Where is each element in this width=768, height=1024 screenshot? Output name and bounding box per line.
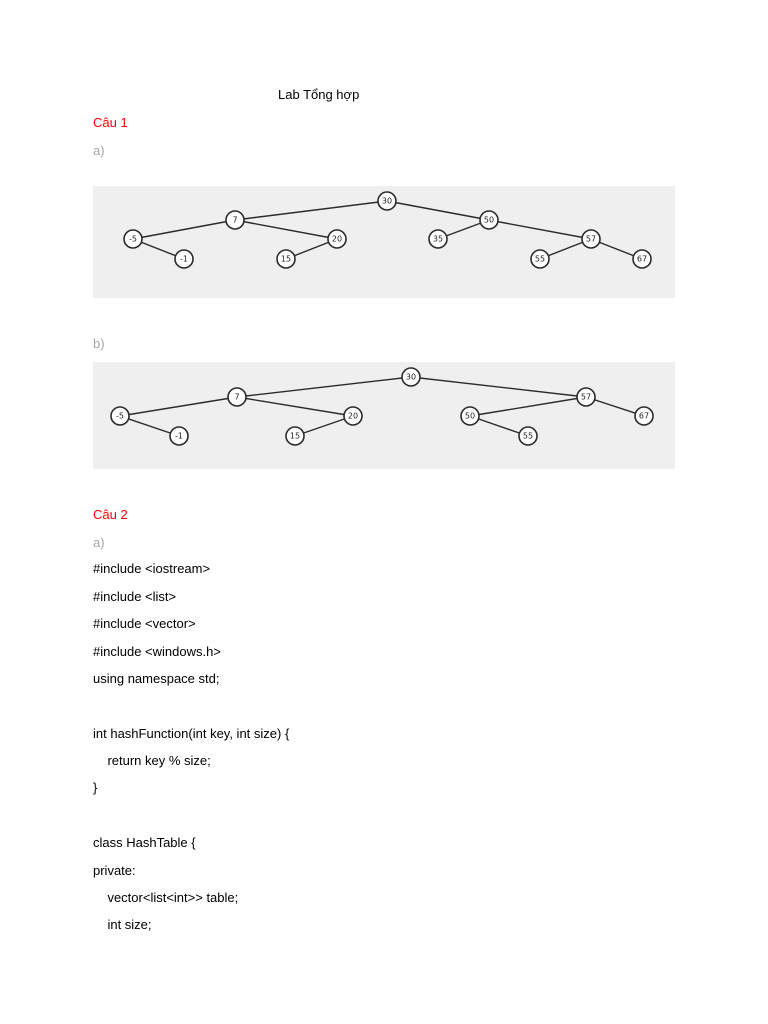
svg-text:-1: -1 [180,254,188,264]
bst-diagram-b [93,362,675,469]
tree-a-edge-50-57 [489,220,591,239]
tree-a-edge-7-20 [235,220,337,239]
svg-text:57: 57 [580,392,592,402]
svg-text:7: 7 [234,392,240,402]
svg-text:-5: -5 [116,411,124,421]
tree-a-node [328,230,346,248]
code-line: #include <windows.h> [93,644,221,659]
svg-text:57: 57 [585,234,597,244]
code-line: vector<list<int>> table; [93,890,239,905]
bst-diagram-a-svg [93,186,675,298]
svg-text:15: 15 [289,431,301,441]
svg-text:55: 55 [522,431,534,441]
code-line: int size; [93,917,152,932]
tree-a-node [582,230,600,248]
svg-text:7: 7 [232,215,238,225]
svg-text:30: 30 [405,372,417,382]
tree-a-node [226,211,244,229]
code-line: } [93,780,98,795]
tree-b-node [111,407,129,425]
question-2-part-a-label: a) [93,535,105,550]
tree-b-edge-7-20 [237,397,353,416]
tree-b-edge-7-m5 [120,397,237,416]
svg-text:55: 55 [534,254,546,264]
question-1-heading: Câu 1 [93,115,128,130]
svg-text:-1: -1 [175,431,183,441]
question-1-part-b-label: b) [93,336,105,351]
tree-a-node [429,230,447,248]
tree-b-edge-30-7 [237,377,411,397]
tree-a-edge-7-m5 [133,220,235,239]
svg-text:15: 15 [280,254,292,264]
tree-b-node [286,427,304,445]
tree-b-node [461,407,479,425]
tree-b-node [344,407,362,425]
code-line: #include <vector> [93,616,196,631]
svg-text:30: 30 [381,196,393,206]
tree-a-node [378,192,396,210]
code-line: private: [93,863,136,878]
tree-b-node [519,427,537,445]
svg-text:67: 67 [638,411,650,421]
tree-a-node [124,230,142,248]
question-2-heading: Câu 2 [93,507,128,522]
code-line: using namespace std; [93,671,220,686]
code-line: return key % size; [93,753,211,768]
question-1-part-a-label: a) [93,143,105,158]
tree-b-node [577,388,595,406]
svg-text:35: 35 [432,234,444,244]
tree-b-node [170,427,188,445]
svg-text:20: 20 [347,411,359,421]
page-title: Lab Tổng hợp [278,87,360,102]
svg-text:20: 20 [331,234,343,244]
tree-a-edge-30-7 [235,201,387,220]
svg-text:-5: -5 [129,234,137,244]
bst-diagram-b-svg [93,362,675,469]
tree-a-node [633,250,651,268]
tree-a-edge-30-50 [387,201,489,220]
code-line: int hashFunction(int key, int size) { [93,726,290,741]
code-line: #include <iostream> [93,561,211,576]
svg-text:50: 50 [483,215,495,225]
bst-diagram-a [93,186,675,298]
tree-a-node [175,250,193,268]
code-line: class HashTable { [93,835,196,850]
tree-a-node [480,211,498,229]
svg-text:50: 50 [464,411,476,421]
tree-a-node [277,250,295,268]
code-line: #include <list> [93,589,177,604]
tree-b-node [228,388,246,406]
tree-b-node [402,368,420,386]
svg-text:67: 67 [636,254,648,264]
tree-b-edge-30-57 [411,377,586,397]
tree-b-edge-57-50 [470,397,586,416]
tree-a-node [531,250,549,268]
tree-b-node [635,407,653,425]
